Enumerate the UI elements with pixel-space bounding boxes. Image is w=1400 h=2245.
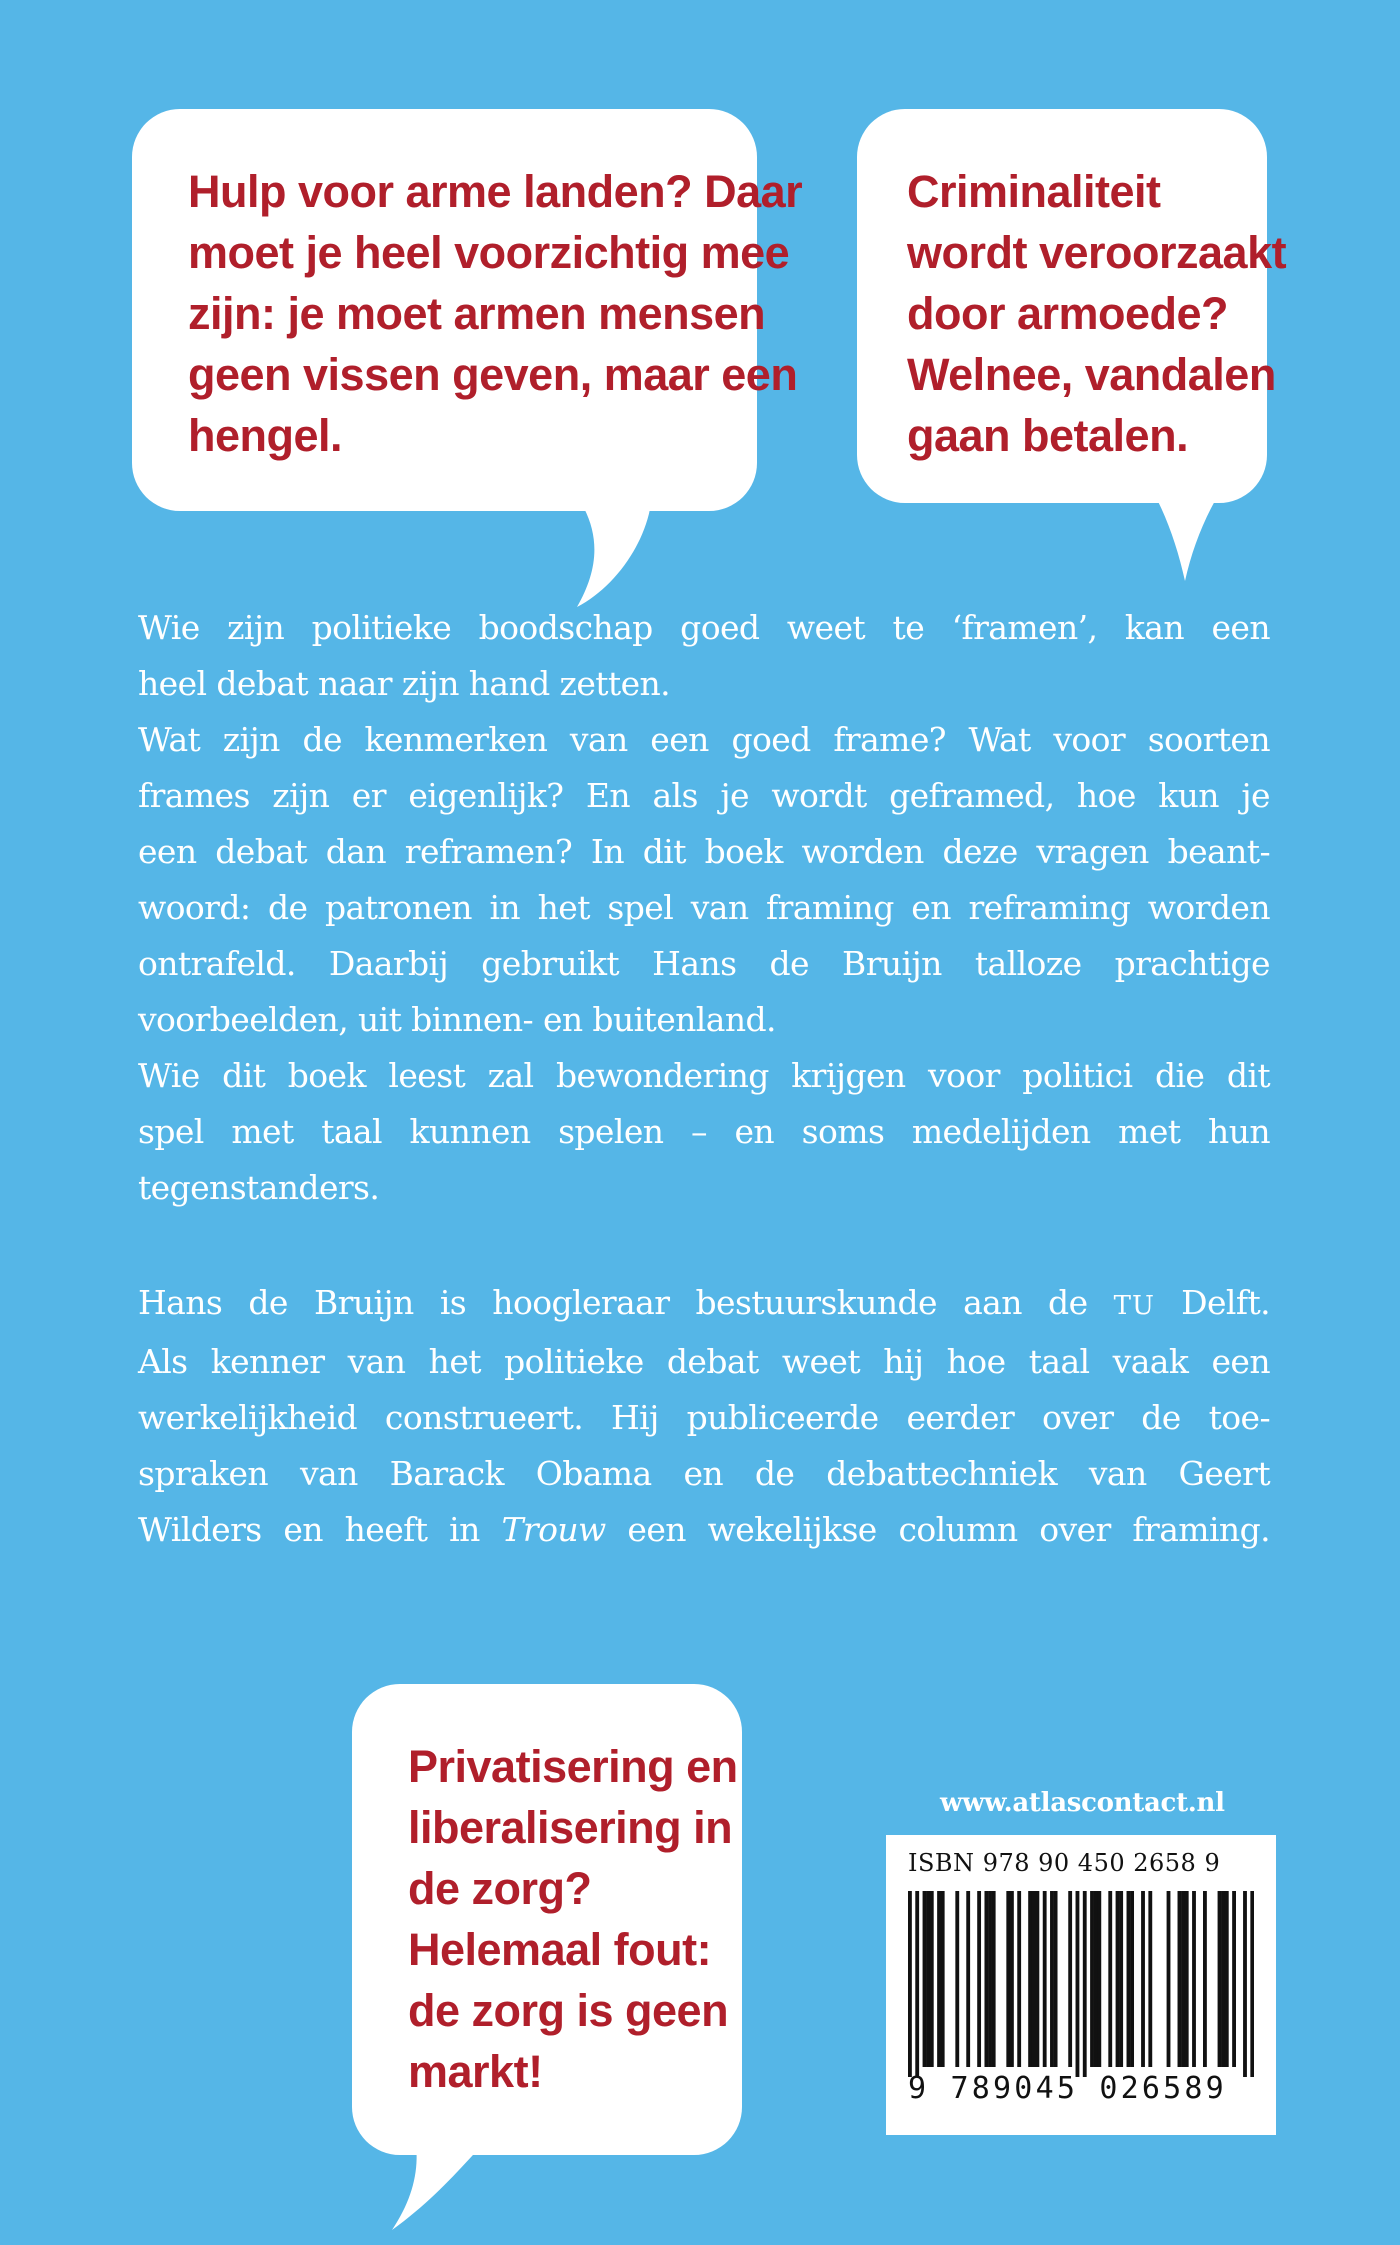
blurb-line: een debat dan reframen? In dit boek worden deze vragen beant-: [138, 832, 1270, 871]
barcode-bar: [1076, 1891, 1080, 2077]
book-blurb: [138, 600, 1270, 1216]
barcode-bar: [1090, 1891, 1094, 2067]
barcode-bar: [930, 1891, 934, 2067]
barcode-bar: [908, 1891, 912, 2077]
speech-bubble-2: [857, 109, 1287, 503]
barcode-bar: [1116, 1891, 1120, 2067]
blurb-line: voorbeelden, uit binnen- en buitenland.: [138, 1000, 776, 1039]
bubble-tail: [392, 2124, 502, 2244]
barcode-bar: [923, 1891, 927, 2067]
barcode-bar: [915, 1891, 919, 2077]
barcode-bar: [1006, 1891, 1010, 2067]
barcode-bar: [1050, 1891, 1054, 2067]
blurb-line: Wie dit boek leest zal bewondering krijgen voor politici die dit: [138, 1056, 1270, 1095]
publisher-website: www.atlascontact.nl: [940, 1788, 1225, 1818]
bubble-quote: Hulp voor arme landen? Daar moet je heel voorzichtig mee zijn: je moet armen mensen geen vissen geven, maar een hengel.: [188, 166, 803, 461]
bubble-quote: Privatisering en liberalisering in de zorg? Helemaal fout: de zorg is geen markt!: [408, 1741, 738, 2097]
barcode-bar: [1181, 1891, 1185, 2067]
author-bio: [138, 1275, 1270, 1558]
bio-line: werkelijkheid construeert. Hij publiceerde eerder over de toe-: [138, 1398, 1270, 1437]
barcode-bar: [1083, 1891, 1087, 2077]
barcode-bar: [1043, 1891, 1047, 2067]
barcode-bar: [1192, 1891, 1196, 2067]
barcode-bar: [1028, 1891, 1032, 2067]
barcode-bar: [966, 1891, 970, 2067]
barcode-bar: [1221, 1891, 1225, 2067]
bubble-tail: [572, 489, 692, 629]
barcode-bar: [955, 1891, 959, 2067]
barcode-bar: [1032, 1891, 1036, 2067]
blurb-line: Wat zijn de kenmerken van een goed frame? Wat voor soorten: [138, 720, 1270, 759]
barcode-bar: [1203, 1891, 1207, 2067]
barcode-bar: [1218, 1891, 1222, 2067]
barcode-bar: [1185, 1891, 1189, 2067]
speech-bubble-3: [352, 1684, 742, 2155]
barcode-bar: [1035, 1891, 1039, 2067]
barcode-bar: [941, 1891, 945, 2067]
barcode-bar: [1054, 1891, 1058, 2067]
barcode-bar: [1178, 1891, 1182, 2067]
speech-bubble-1: [132, 109, 803, 511]
barcode-box: [886, 1835, 1276, 2135]
bio-line: Als kenner van het politieke debat weet hij hoe taal vaak een: [138, 1342, 1270, 1381]
barcode-bar: [1068, 1891, 1072, 2067]
barcode-bar: [1094, 1891, 1098, 2067]
barcode-bar: [937, 1891, 941, 2067]
barcode-bar: [1130, 1891, 1134, 2067]
blurb-line: frames zijn er eigenlijk? En als je wordt geframed, hoe kun je: [138, 776, 1270, 815]
barcode-bar: [984, 1891, 988, 2067]
barcode-bar: [926, 1891, 930, 2067]
barcode-icon: [908, 1891, 1254, 2077]
blurb-line: heel debat naar zijn hand zetten.: [138, 664, 671, 703]
barcode-bar: [1243, 1891, 1247, 2077]
barcode-bar: [1148, 1891, 1152, 2067]
barcode-bar: [1232, 1891, 1236, 2067]
barcode-bar: [1010, 1891, 1014, 2067]
barcode-bar: [1108, 1891, 1112, 2067]
blurb-line: tegenstanders.: [138, 1168, 380, 1207]
barcode-bar: [977, 1891, 981, 2067]
barcode-bar: [1097, 1891, 1101, 2067]
blurb-line: Wie zijn politieke boodschap goed weet te ‘framen’, kan een: [138, 608, 1270, 647]
barcode-bar: [1167, 1891, 1171, 2067]
barcode-digits: 9 789045 026589: [908, 2071, 1227, 2106]
barcode-bar: [992, 1891, 996, 2067]
blurb-line: spel met taal kunnen spelen – en soms medelijden met hun: [138, 1112, 1270, 1151]
barcode-bar: [1250, 1891, 1254, 2077]
blurb-line: woord: de patronen in het spel van framing en reframing worden: [138, 888, 1270, 927]
barcode-bar: [1127, 1891, 1131, 2067]
bubble-quote: Criminaliteit wordt veroorzaakt door armoede? Welnee, vandalen gaan betalen.: [907, 166, 1287, 461]
barcode-bar: [1017, 1891, 1021, 2067]
barcode-bar: [1225, 1891, 1229, 2067]
isbn-label: ISBN 978 90 450 2658 9: [908, 1849, 1221, 1877]
bubble-tail: [1147, 481, 1227, 591]
barcode-bar: [1141, 1891, 1145, 2067]
barcode-bar: [988, 1891, 992, 2067]
bio-line: spraken van Barack Obama en de debattechniek van Geert: [138, 1454, 1270, 1493]
barcode-bar: [1119, 1891, 1123, 2067]
bio-line: Hans de Bruijn is hoogleraar bestuurskunde aan de TU Delft.: [138, 1283, 1271, 1322]
bio-line: Wilders en heeft in Trouw een wekelijkse column over framing.: [138, 1510, 1270, 1549]
blurb-line: ontrafeld. Daarbij gebruikt Hans de Bruijn talloze prachtige: [138, 944, 1270, 983]
